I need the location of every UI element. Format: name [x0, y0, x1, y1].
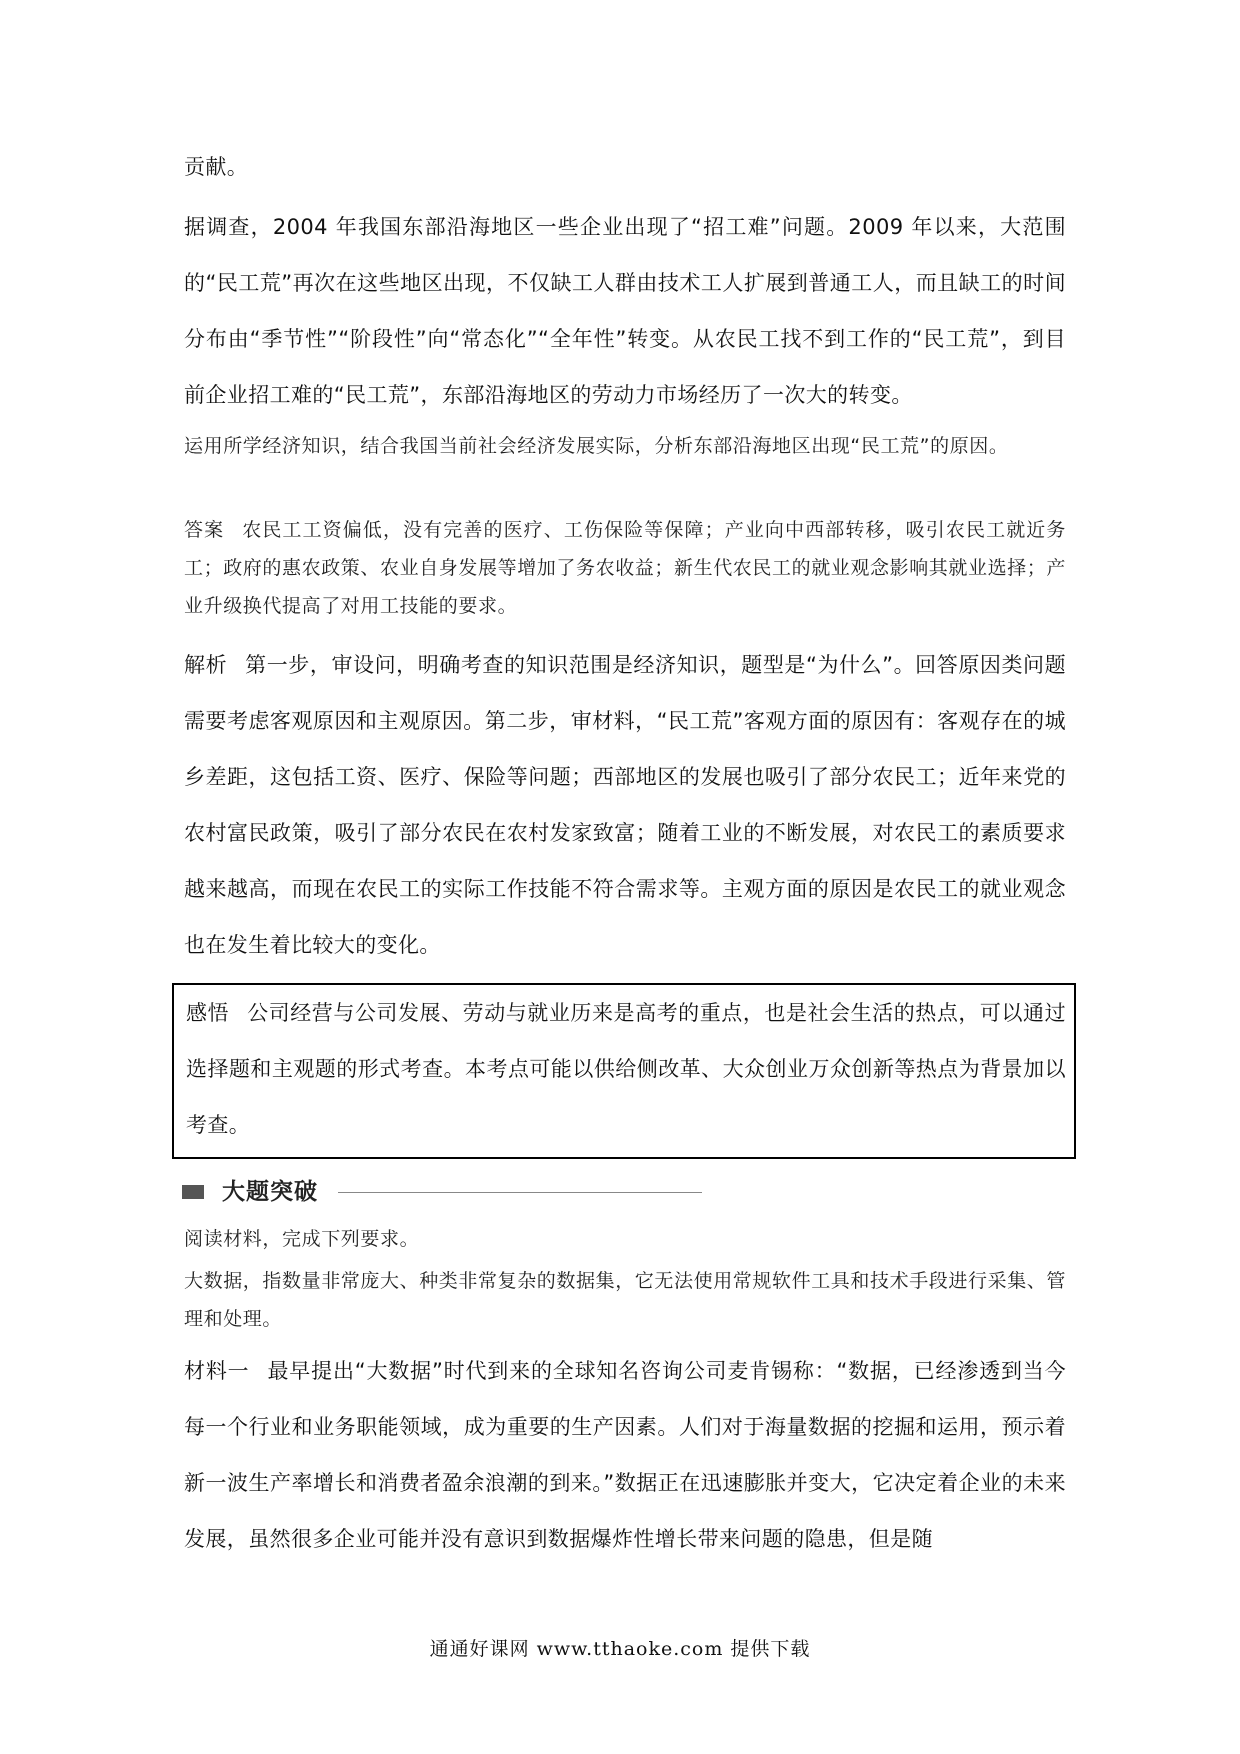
insight-label: 感悟 — [186, 1001, 230, 1025]
footer-source: 通通好课网 www.tthaoke.com 提供下载 — [429, 1638, 811, 1660]
section-header — [182, 1172, 702, 1212]
answer-label: 答案 — [184, 519, 225, 541]
material-one-text: 最早提出“大数据”时代到来的全球知名咨询公司麦肯锡称：“数据，已经渗透到当今每一个行业和业务职能领域，成为重要的生产因素。人们对于海量数据的挖掘和运用，预示着新一波生产率增长和消费者盈余浪潮的到来。”数据正在迅速膨胀并变大，它决定着企业的未来发展，虽然很多企业可能并没有意识到数据爆炸性增长带来问题的隐患，但是随 — [184, 1359, 1067, 1551]
analysis-block — [184, 637, 1066, 973]
material-one-label: 材料一 — [184, 1359, 250, 1383]
section-title: 大题突破 — [222, 1179, 318, 1205]
answer-block — [184, 511, 1066, 625]
paragraph-background: 据调查，2004 年我国东部沿海地区一些企业出现了“招工难”问题。2009 年以来，大范围的“民工荒”再次在这些地区出现，不仅缺工人群由技术工人扩展到普通工人，而且缺工的时间分布由“季节性”“阶段性”向“常态化”“全年性”转变。从农民工找不到工作的“民工荒”，到目前企业招工难的“民工荒”，东部沿海地区的劳动力市场经历了一次大的转变。 — [184, 215, 1066, 407]
answer-text: 农民工工资偏低，没有完善的医疗、工伤保险等保障；产业向中西部转移，吸引农民工就近务工；政府的惠农政策、农业自身发展等增加了务农收益；新生代农民工的就业观念影响其就业选择；产业升级换代提高了对用工技能的要求。 — [184, 519, 1067, 617]
insight-box — [172, 983, 1076, 1159]
section-divider — [338, 1192, 702, 1193]
material-one-block — [184, 1343, 1066, 1567]
data-definition: 大数据，指数量非常庞大、种类非常复杂的数据集，它无法使用常规软件工具和技术手段进行采集、管理和处理。 — [184, 1270, 1067, 1330]
section-square-icon — [182, 1185, 204, 1199]
analysis-text: 第一步，审设问，明确考查的知识范围是经济知识，题型是“为什么”。回答原因类问题需要考虑客观原因和主观原因。第二步，审材料，“民工荒”客观方面的原因有：客观存在的城乡差距，这包括工资、医疗、保险等问题；西部地区的发展也吸引了部分农民工；近年来党的农村富民政策，吸引了部分农民在农村发家致富；随着工业的不断发展，对农民工的素质要求越来越高，而现在农民工的实际工作技能不符合需求等。主观方面的原因是农民工的就业观念也在发生着比较大的变化。 — [184, 653, 1066, 957]
insight-block — [186, 985, 1066, 1153]
paragraph-continuation: 贡献。 — [184, 155, 249, 179]
analysis-label: 解析 — [184, 653, 228, 677]
insight-text: 公司经营与公司发展、劳动与就业历来是高考的重点，也是社会生活的热点，可以通过选择题和主观题的形式考查。本考点可能以供给侧改革、大众创业万众创新等热点为背景加以考查。 — [186, 1001, 1066, 1137]
section-intro: 阅读材料，完成下列要求。 — [184, 1228, 420, 1250]
question-text: 运用所学经济知识，结合我国当前社会经济发展实际，分析东部沿海地区出现“民工荒”的原因。 — [184, 435, 1009, 457]
